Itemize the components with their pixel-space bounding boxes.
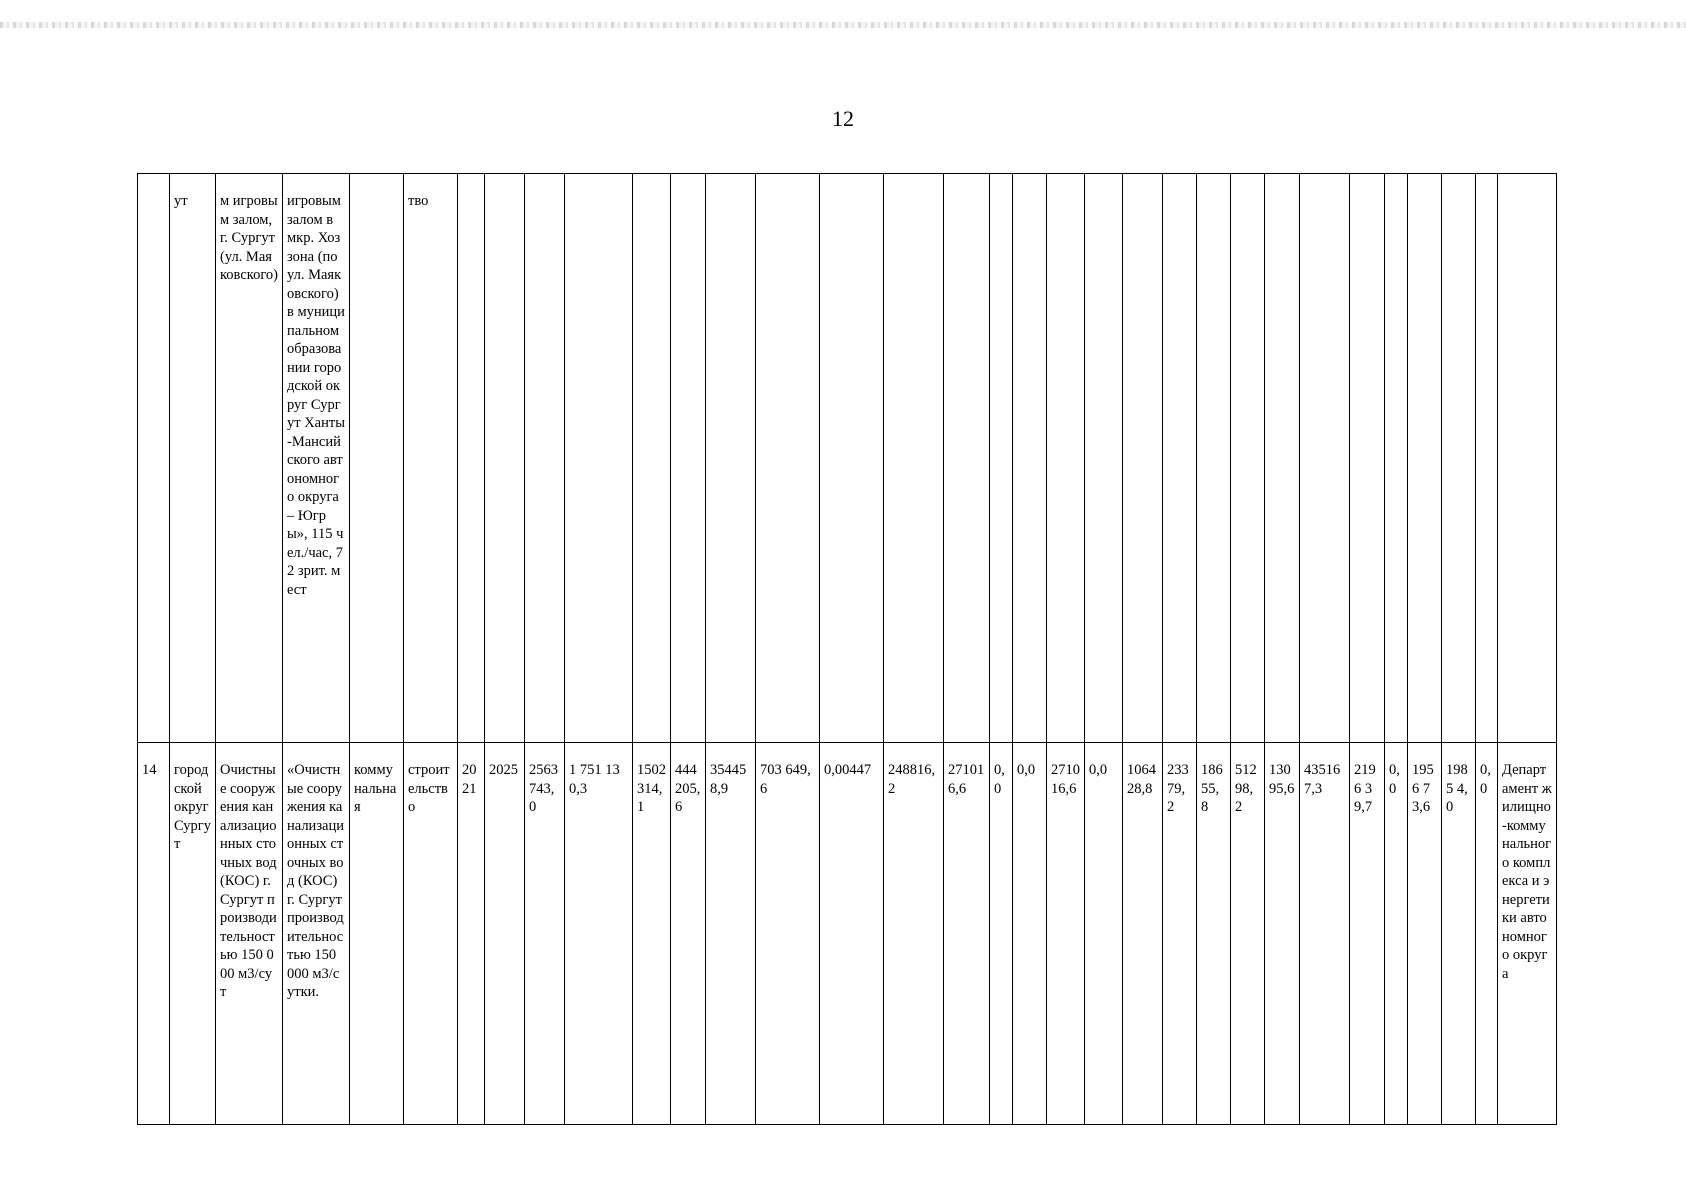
table-cell: игровым залом в мкр. Хоззона (по ул. Маяковского) в муниципальном образовании городской округ Сургут Ханты-Мансийского автономного округа – Югры», 115 чел./час, 72 зрит. мест: [283, 174, 350, 743]
table-row-continuation: [138, 174, 1557, 743]
table-cell: 18655,8: [1197, 743, 1231, 1125]
table-cell: [1408, 174, 1442, 743]
investment-objects-table: [137, 173, 1557, 1125]
table-cell: строительство: [404, 743, 458, 1125]
table-cell: [706, 174, 756, 743]
table-cell: 2196 39,7: [1350, 743, 1385, 1125]
table-cell: [1300, 174, 1350, 743]
table-cell: [990, 174, 1013, 743]
table-cell: тво: [404, 174, 458, 743]
table-cell: м игровым залом, г. Сургут (ул. Маяковского): [216, 174, 283, 743]
table-cell: 0,0: [1085, 743, 1123, 1125]
table-cell: [1231, 174, 1265, 743]
table-cell: [350, 174, 404, 743]
table-cell: 0,0: [1013, 743, 1047, 1125]
table-cell: Очистные сооружения канализационных сточных вод (КОС) г. Сургут производительностью 150 000 м3/сут: [216, 743, 283, 1125]
table-cell: [1123, 174, 1163, 743]
table-cell: 1 751 130,3: [565, 743, 633, 1125]
table-cell: [1085, 174, 1123, 743]
table-cell: [820, 174, 884, 743]
table-cell: [485, 174, 525, 743]
table-cell: [565, 174, 633, 743]
table-cell: коммунальная: [350, 743, 404, 1125]
table-cell: [756, 174, 820, 743]
table-cell: [633, 174, 671, 743]
table-cell: 248816,2: [884, 743, 944, 1125]
table-cell: 271016,6: [1047, 743, 1085, 1125]
table-cell: 13095,6: [1265, 743, 1300, 1125]
table-cell: [1498, 174, 1557, 743]
table-cell: [458, 174, 485, 743]
table-cell: Департамент жилищно-коммунального комплекса и энергетики автономного округа: [1498, 743, 1557, 1125]
table-cell: [1442, 174, 1476, 743]
table-cell: 435167,3: [1300, 743, 1350, 1125]
table-cell: 444205,6: [671, 743, 706, 1125]
table-cell: 14: [138, 743, 170, 1125]
table-cell: [1047, 174, 1085, 743]
table-cell: ут: [170, 174, 216, 743]
table-cell: 1502314,1: [633, 743, 671, 1125]
table-cell: [525, 174, 565, 743]
table-cell: [1163, 174, 1197, 743]
table-cell: 271016,6: [944, 743, 990, 1125]
table-cell: [1476, 174, 1498, 743]
table-cell: 703 649,6: [756, 743, 820, 1125]
table-cell: 0,0: [1385, 743, 1408, 1125]
table-cell: [1265, 174, 1300, 743]
table-cell: городской округ Сургут: [170, 743, 216, 1125]
table-cell: [1197, 174, 1231, 743]
table-cell: 2021: [458, 743, 485, 1125]
table-cell: [944, 174, 990, 743]
table-cell: [1385, 174, 1408, 743]
table-cell: 2025: [485, 743, 525, 1125]
table-cell: [1350, 174, 1385, 743]
table-cell: 1956 73,6: [1408, 743, 1442, 1125]
table-cell: [671, 174, 706, 743]
table-cell: [884, 174, 944, 743]
table-cell: 354458,9: [706, 743, 756, 1125]
table-cell: 0,00447: [820, 743, 884, 1125]
table-cell: «Очистные сооружения канализационных сточных вод (КОС) г. Сургут производительностью 150 000 м3/сутки.: [283, 743, 350, 1125]
scan-artifact-strip: [0, 22, 1686, 28]
table-cell: 2563743,0: [525, 743, 565, 1125]
table-cell: 51298,2: [1231, 743, 1265, 1125]
table-cell: [1013, 174, 1047, 743]
table-cell: 0,0: [990, 743, 1013, 1125]
page-number: 12: [832, 106, 854, 131]
table-cell: 0,0: [1476, 743, 1498, 1125]
table-cell: [138, 174, 170, 743]
table-cell: 106428,8: [1123, 743, 1163, 1125]
table-cell: 1985 4,0: [1442, 743, 1476, 1125]
table-row-14: [138, 743, 1557, 1125]
table-cell: 23379,2: [1163, 743, 1197, 1125]
